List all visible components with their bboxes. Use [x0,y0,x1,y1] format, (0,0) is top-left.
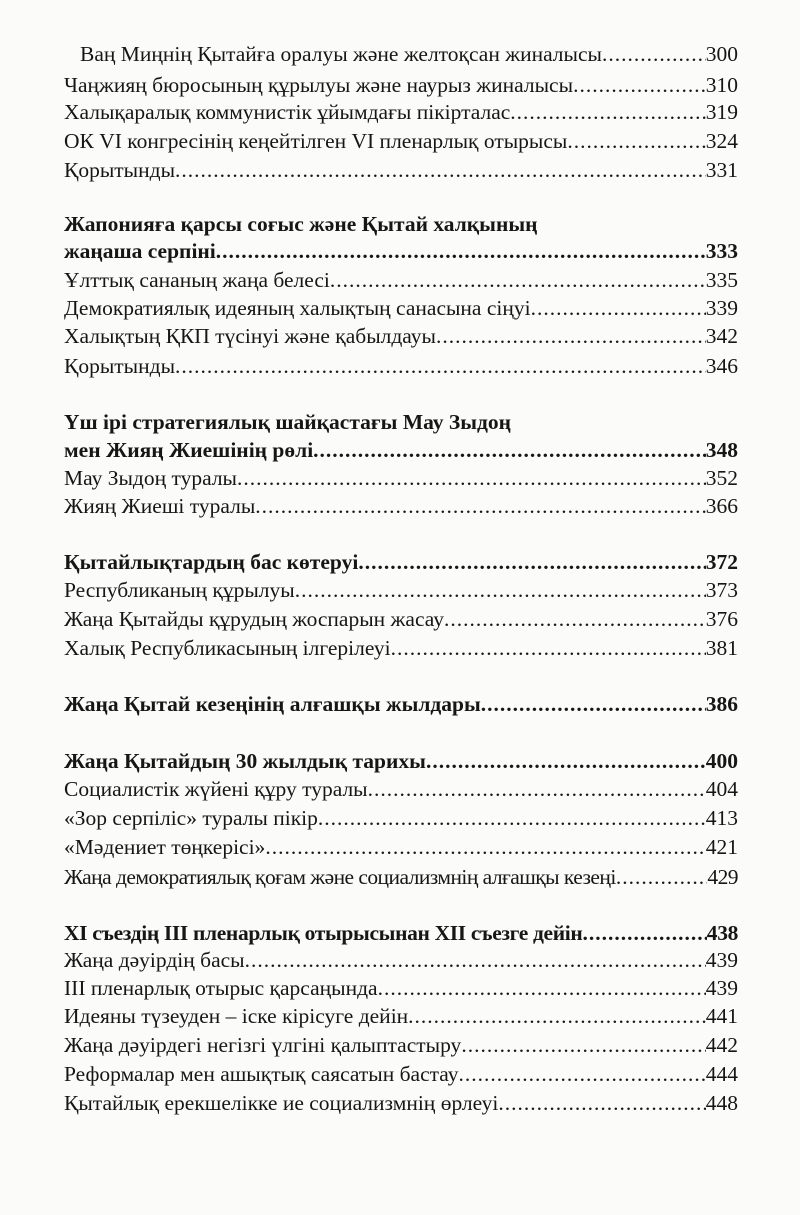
leader-dots [408,1000,706,1032]
toc-entry[interactable] [64,1029,738,1061]
section-heading-title: XI съездің III пленарлық отырысынан XII съезге дейін [64,921,583,945]
toc-entry-page: 342 [705,324,738,348]
toc-entry-title: Халық Республикасының ілгерілеуі [64,636,391,660]
leader-dots [175,154,706,186]
section-heading-entry[interactable] [64,688,738,720]
toc-entry-page: 448 [705,1091,738,1115]
toc-entry[interactable] [64,1058,738,1090]
leader-dots [175,350,706,382]
section-heading-entry[interactable] [64,235,738,267]
section-heading-title: Қытайлықтардың бас көтеруі [64,550,359,574]
toc-entry-page: 300 [705,42,738,66]
toc-entry[interactable] [64,773,738,805]
toc-entry-page: 373 [705,578,738,602]
toc-entry-title: Қытайлық ерекшелікке ие социализмнің өрлеуі [64,1091,499,1115]
toc-entry-page: 310 [705,73,738,97]
section-heading-page: 400 [705,749,738,773]
toc-entry-page: 442 [705,1033,738,1057]
leader-dots [391,632,706,664]
toc-entry[interactable] [64,96,738,128]
toc-entry-title: Қорытынды [64,158,176,182]
leader-dots [436,320,706,352]
section-heading-title: Жаңа Қытай кезеңінің алғашқы жылдары [64,692,481,716]
toc-entry-title: Халықтың ҚКП түсінуі және қабылдауы [64,324,436,348]
toc-entry-page: 444 [705,1062,738,1086]
toc-entry-page: 441 [705,1004,738,1028]
toc-entry-page: 439 [705,948,738,972]
toc-entry[interactable] [64,632,738,664]
toc-entry-title: Социалистік жүйені құру туралы [64,777,368,801]
leader-dots [498,1087,705,1119]
toc-entry-title: III пленарлық отырыс қарсаңында [64,976,378,1000]
toc-entry-page: 339 [705,296,738,320]
leader-dots [444,603,706,635]
section-heading-title: мен Жияң Жиешінің рөлі [64,438,314,462]
section-heading-page: 333 [705,239,738,263]
toc-entry-title: Ұлттық сананың жаңа белесі [64,268,330,292]
leader-dots [616,861,708,893]
toc-entry[interactable] [64,574,738,606]
leader-dots [461,1029,705,1061]
leader-dots [318,802,706,834]
leader-dots [567,125,705,157]
toc-entry-title: Жаңа дәуірдің басы [64,948,245,972]
toc-entry[interactable] [64,802,738,834]
toc-entry-title: Республиканың құрылуы [64,578,295,602]
toc-entry-title: Халықаралық коммунистік ұйымдағы пікірталас [64,100,511,124]
toc-entry[interactable] [64,603,738,635]
toc-entry-page: 404 [705,777,738,801]
section-heading-page: 348 [705,438,738,462]
toc-entry[interactable] [64,861,738,893]
toc-entry-page: 319 [705,100,738,124]
toc-entry[interactable] [64,1087,738,1119]
toc-entry-title: Демократиялық идеяның халықтың санасына сіңуі [64,296,531,320]
toc-entry-title: Жаңа дәуірдегі негізгі үлгіні қалыптастыру [64,1033,462,1057]
toc-entry-page: 335 [705,268,738,292]
toc-entry[interactable] [64,490,738,522]
leader-dots [265,831,705,863]
toc-entry[interactable] [64,1000,738,1032]
toc-entry-page: 346 [705,354,738,378]
toc-entry-page: 413 [705,806,738,830]
section-heading-page: 438 [706,921,738,945]
leader-dots [368,773,706,805]
section-heading-title: жаңаша серпіні [64,239,216,263]
toc-entry[interactable] [64,320,738,352]
toc-entry-title: Жияң Жиеші туралы [64,494,256,518]
toc-entry-page: 439 [705,976,738,1000]
section-heading-line: Жапонияға қарсы соғыс және Қытай халқының [64,212,538,236]
toc-entry-title: «Зор серпіліс» туралы пікір [64,806,318,830]
toc-entry-page: 429 [707,865,738,889]
toc-entry-title: Вaң Миңнің Қытайға оралуы және желтоқсан жиналысы [80,42,602,66]
toc-entry-page: 331 [705,158,738,182]
leader-dots [459,1058,706,1090]
toc-entry[interactable] [64,350,738,382]
leader-dots [510,96,705,128]
toc-entry-page: 381 [705,636,738,660]
leader-dots [216,235,706,267]
leader-dots [602,38,706,70]
toc-entry[interactable] [64,154,738,186]
toc-entry-title: Чаңжияң бюросының құрылуы және наурыз жиналысы [64,73,574,97]
toc-entry-title: ОК VI конгресінің кеңейтілген VI пленарлық отырысы [64,129,568,153]
section-heading-title: Жаңа Қытайдың 30 жылдық тарихы [64,749,426,773]
toc-entry-title: Қорытынды [64,354,176,378]
toc-entry-page: 421 [705,835,738,859]
toc-entry-page: 376 [705,607,738,631]
leader-dots [295,574,706,606]
toc-entry-title: Реформалар мен ашықтық саясатын бастау [64,1062,459,1086]
toc-entry-page: 324 [705,129,738,153]
toc-entry[interactable] [80,38,738,70]
toc-entry-title: Идеяны түзеуден – іске кірісуге дейін [64,1004,409,1028]
section-heading-page: 386 [705,692,738,716]
section-heading-page: 372 [705,550,738,574]
toc-entry-title: «Мәдениет төңкерісі» [64,835,266,859]
toc-entry[interactable] [64,125,738,157]
leader-dots [255,490,705,522]
section-heading-line: Үш ірі стратегиялық шайқастағы Мау Зыдоң [64,410,512,434]
toc-entry-page: 366 [705,494,738,518]
toc-entry-title: Мау Зыдоң туралы [64,466,237,490]
toc-entry[interactable] [64,831,738,863]
toc-entry-page: 352 [705,466,738,490]
toc-entry-title: Жаңа демократиялық қоғам және социализмнің алғашқы кезеңі [64,865,616,889]
leader-dots [481,688,706,720]
toc-entry-title: Жаңа Қытайды құрудың жоспарын жасау [64,607,444,631]
